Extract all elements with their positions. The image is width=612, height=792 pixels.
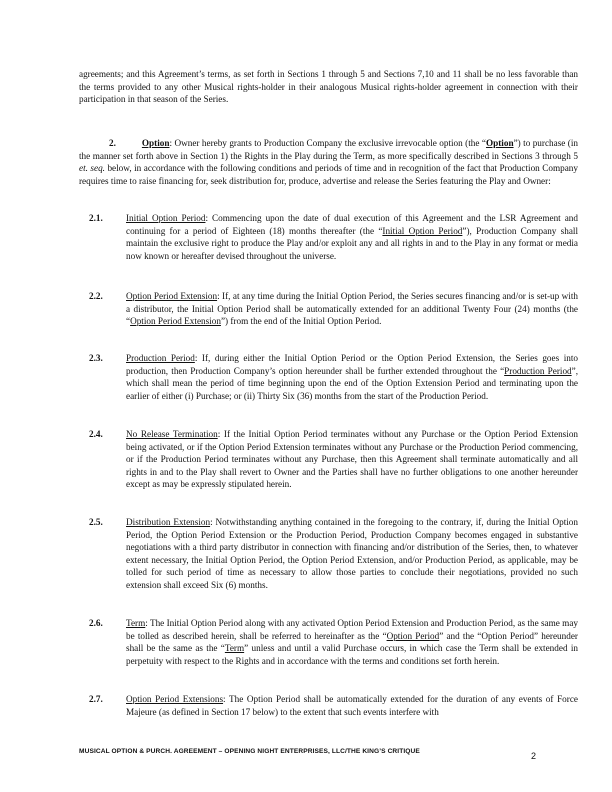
clause-body [126,428,578,491]
clause-text: : Commencing upon the date of dual execution of this Agreement and the LSR Agreement and continuing for a period of Eighteen (18) months thereafter (the “ [126,213,578,236]
clause-text: : If the Initial Option Period terminates without any Purchase or the Option Period Extension being activated, or if the Option Period Extension terminates without any Purchase or the Production Period commencing, or if the Production Period terminates without any Purchase, then this Agreement shall terminate automatically and all rights in and to the Play shall revert to Owner and the Parties shall have no further obligations to one another hereunder except as may be expressly stipulated herein. [126,429,579,489]
clause-number: 2.7. [89,694,103,704]
clause-text: : Notwithstanding anything contained in the foregoing to the contrary, if, during the Initial Option Period, the Option Period Extension or the Production Period, Production Company becomes engaged in substantive negotiations with a third party distributor in connection with financing and/or distribution of the Series, then, to whatever extent necessary, the Initial Option Period, the Option Period Extension, and/or Production Period, as applicable, may be tolled for such period of time as necessary to allow those parties to conclude their negotiations, provided no such extension shall exceed Six (6) months. [126,517,578,590]
clause-defined-term: Option Period Extension [130,316,221,326]
clause-text-3: ” unless and until a valid Purchase occurs, in which case the Term shall be extended in perpetuity with respect to the Rights and in accordance with the terms and conditions set forth herein. [126,643,578,666]
section-2-title: Option [141,138,170,148]
clause-number: 2.1. [89,213,103,223]
page-footer: MUSICAL OPTION & PURCH. AGREEMENT – OPENING NIGHT ENTERPRISES, LLC/THE KING’S CRITIQUE [79,748,420,755]
clause-title: No Release Termination [126,429,218,439]
clause-defined-term: Production Period [504,365,572,376]
clause-body [126,617,578,667]
section-2-paragraph [79,137,578,187]
clause-text: : If, during either the Initial Option Period or the Option Period Extension, the Series goes into production, then Production Company’s option hereunder shall be further extended throughout the “ [126,353,578,376]
clause-title: Initial Option Period [126,213,206,223]
clause-title: Term [126,618,146,628]
clause-title: Option Period Extensions [126,694,224,704]
page-number: 2 [531,751,537,761]
clause-text-2: ”) from the end of the Initial Option Period. [220,316,382,326]
section-2-text-2: ”) to purchase (in the manner set forth above in Section 1) the Rights in the Play during the Term, as more specifically described in Sections 3 through 5 [79,138,579,161]
clause-number: 2.6. [89,618,103,628]
section-2-defined-term: Option [485,138,514,148]
clause-number: 2.4. [89,429,103,439]
clause-body [126,290,578,328]
section-2-text-1: : Owner hereby grants to Production Company the exclusive irrevocable option (the “ [169,138,486,148]
clause-text-2: ” and the “Option Period” hereunder shall be the same as the “ [126,630,578,653]
clause-defined-term: Option Period [386,630,440,641]
clause-body [126,693,578,718]
clause-text-2: ”, which shall mean the period of time beginning upon the end of the Option Extension Period and terminating upon the earlier of either (i) Purchase; or (ii) Thirty Six (36) months from the start of the Production Period. [126,365,579,401]
clause-defined-term: Initial Option Period [382,225,463,236]
section-2-number: 2. [109,138,116,148]
clause-body [126,516,578,591]
clause-text: : The Initial Option Period along with any activated Option Period Extension and Production Period, as the same may be tolled as described herein, shall be referred to hereinafter as the “ [126,618,578,641]
clause-number: 2.3. [89,353,103,363]
clause-number: 2.2. [89,291,103,301]
clause-text: : If, at any time during the Initial Option Period, the Series secures financing and/or is set-up with a distributor, the Initial Option Period shall be automatically extended for an additional Twenty Four (24) months (the “ [126,291,578,326]
clause-title: Production Period [126,353,195,363]
clause-title: Distribution Extension [126,517,211,527]
clause-body [126,352,578,402]
clause-number: 2.5. [89,517,103,527]
clause-text: : The Option Period shall be automatically extended for the duration of any events of Force Majeure (as defined in Section 17 below) to the extent that such events interfere with [126,694,578,717]
clause-body [126,212,578,262]
section-2-text-3: below, in accordance with the following conditions and periods of time and in recognition of the fact that Production Company requires time to raise financing for, seek distribution for, produce, advertise and release the Series featuring the Play and Owner: [79,163,578,186]
clause-title: Option Period Extension [126,291,218,301]
section-2-et-seq: et. seq. [79,163,105,173]
clause-defined-term-2: Term [224,643,245,653]
clause-text-2: ”), Production Company shall maintain the exclusive right to produce the Play and/or exploit any and all rights in and to the Play in any format or media now known or hereafter devised throughout the universe. [126,225,579,261]
intro-paragraph: agreements; and this Agreement’s terms, as set forth in Sections 1 through 5 and Sections 7,10 and 11 shall be no less favorable than the terms provided to any other Musical rights-holder in their analogous Musical rights-holder agreement in connection with their participation in that season of the Series. [79,69,578,104]
